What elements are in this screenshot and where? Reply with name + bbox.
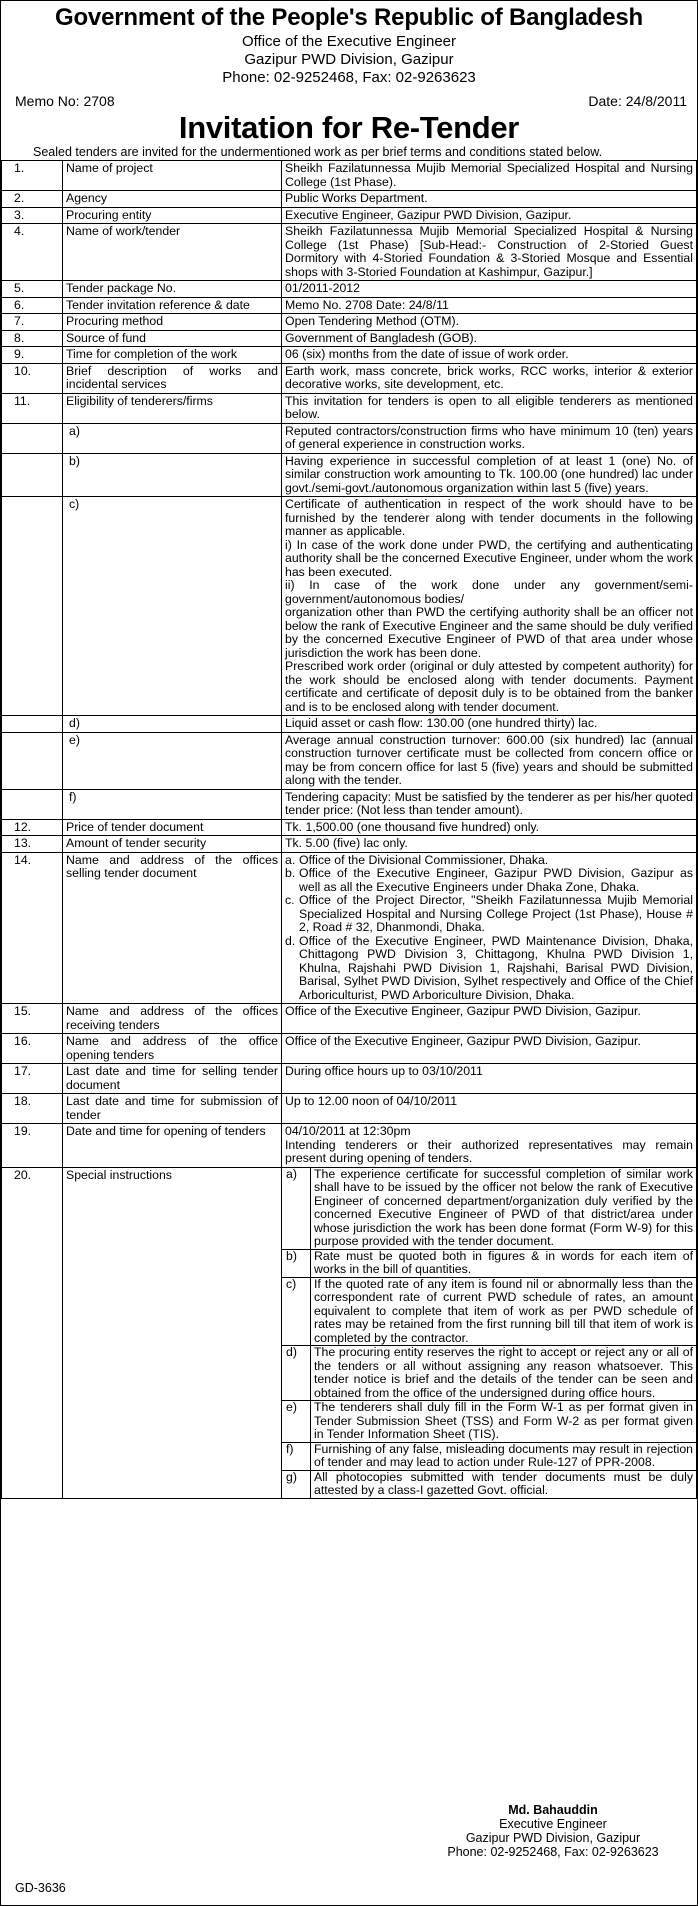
row-label: Date and time for opening of tenders <box>63 1124 282 1168</box>
row-label: Source of fund <box>63 330 282 347</box>
table-row <box>2 330 697 347</box>
memo-number: Memo No: 2708 <box>15 93 115 109</box>
item-text: Office of the Executive Engineer, PWD Maintenance Division, Dhaka, Chittagong PWD Division 3, Chittagong, Khulna PWD Division 1, Khulna, Rajshahi PWD Division 1, Rajshahi, Barisal PWD Division, Barisal, Sylhet PWD Division, Sylhet respectively and Office of the Chief Arboriculturist, PWD Arboriculture Division, Dhaka. <box>299 933 693 1002</box>
item-letter: c. <box>285 893 295 907</box>
row-number: 9. <box>2 347 63 364</box>
item-text: The procuring entity reserves the right to accept or reject any or all of the tenders or all without assigning any reason whatsoever. This tender notice is brief and the details of the tender can be seen and obtained from the office of the undersigned during office hours. <box>314 1345 693 1400</box>
list-item <box>285 867 693 894</box>
table-row <box>2 207 697 224</box>
item-letter: d. <box>285 933 296 948</box>
row-label: e) <box>63 732 282 789</box>
instruction-item <box>282 1346 696 1401</box>
table-row <box>2 497 697 716</box>
header <box>1 1 697 87</box>
row-value <box>282 1124 697 1168</box>
row-value: Having experience in successful completion of at least 1 (one) No. of similar construction work amounting to Tk. 100.00 (one hundred) lac under govt./semi-govt./autonomous organization within last 5 (five) years. <box>282 453 697 497</box>
item-text: The experience certificate for successful completion of similar work shall have to be issued by the officer not below the rank of Executive Engineer of concerned department/organization duly verified by the concerned Executive Engineer of PWD of that district/area under whose jurisdiction the work has been done format (Form W-9) for this purpose provided with the tender document. <box>314 1166 693 1248</box>
row-number: 19. <box>2 1124 63 1168</box>
table-row <box>2 297 697 314</box>
row-number: 6. <box>2 297 63 314</box>
item-text: The tenderers shall duly fill in the Form W-1 as per format given in Tender Submission Sheet (TSS) and Form W-2 as per format given in Tender Information Sheet (TIS). <box>314 1400 693 1441</box>
row-value <box>282 497 697 716</box>
paragraph: Prescribed work order (original or duly attested by competent authority) for the work should be enclosed along with tender documents. Payment certificate and certificate of deposit duly is to be obtained from the banker and is to be enclosed along with tender document. <box>285 659 693 714</box>
row-number: 15. <box>2 1004 63 1034</box>
row-number: 5. <box>2 281 63 298</box>
table-row <box>2 281 697 298</box>
row-label: Procuring entity <box>63 207 282 224</box>
table-row <box>2 836 697 853</box>
item-text: Office of the Divisional Commissioner, Dhaka. <box>299 852 549 867</box>
row-number <box>2 423 63 453</box>
row-label: d) <box>63 716 282 733</box>
instruction-item <box>282 1278 696 1347</box>
row-label: Procuring method <box>63 314 282 331</box>
row-number: 7. <box>2 314 63 331</box>
list-item <box>285 894 693 935</box>
row-value: Sheikh Fazilatunnessa Mujib Memorial Specialized Hospital and Nursing College (1st Phase). <box>282 161 697 191</box>
row-number: 11. <box>2 393 63 423</box>
signatory-designation: Executive Engineer <box>499 1817 607 1831</box>
row-number: 18. <box>2 1094 63 1124</box>
list-item <box>285 854 693 868</box>
row-label: Amount of tender security <box>63 836 282 853</box>
item-letter: b) <box>282 1250 311 1277</box>
row-number: 2. <box>2 191 63 208</box>
row-label: Name of project <box>63 161 282 191</box>
row-number: 12. <box>2 819 63 836</box>
row-value: Reputed contractors/construction firms who have minimum 10 (ten) years of general experience in construction works. <box>282 423 697 453</box>
row-label: Tender package No. <box>63 281 282 298</box>
row-number: 4. <box>2 224 63 281</box>
table-row <box>2 1034 697 1064</box>
row-number: 14. <box>2 852 63 1004</box>
table-row <box>2 347 697 364</box>
row-number <box>2 732 63 789</box>
table-row <box>2 224 697 281</box>
row-value: Open Tendering Method (OTM). <box>282 314 697 331</box>
row-label: Name and address of the offices selling tender document <box>63 852 282 1004</box>
row-number <box>2 453 63 497</box>
table-row <box>2 789 697 819</box>
row-value: Liquid asset or cash flow: 130.00 (one hundred thirty) lac. <box>282 716 697 733</box>
item-letter: f) <box>282 1443 311 1470</box>
row-value: Average annual construction turnover: 600.00 (six hundred) lac (annual construction turnover certificate must be collected from concern office or may be from concern office for last 5 (five) years and should be submitted along with the tender. <box>282 732 697 789</box>
row-value: Executive Engineer, Gazipur PWD Division, Gazipur. <box>282 207 697 224</box>
row-label: b) <box>63 453 282 497</box>
instruction-item <box>282 1168 696 1250</box>
row-number: 17. <box>2 1064 63 1094</box>
table-row <box>2 1167 697 1498</box>
row-value <box>282 1167 697 1498</box>
memo-date: Date: 24/8/2011 <box>588 93 687 109</box>
row-label: Eligibility of tenderers/firms <box>63 393 282 423</box>
row-number: 10. <box>2 363 63 393</box>
table-row <box>2 393 697 423</box>
row-number: 3. <box>2 207 63 224</box>
phone-line: Phone: 02-9252468, Fax: 02-9263623 <box>222 69 476 86</box>
table-row <box>2 423 697 453</box>
intro-text: Sealed tenders are invited for the undermentioned work as per brief terms and conditions stated below. <box>33 145 603 159</box>
instruction-item <box>282 1250 696 1278</box>
row-value <box>282 852 697 1004</box>
paragraph: ii) In case of the work done under any government/semi-government/autonomous bodies/ <box>285 578 693 606</box>
table-row <box>2 453 697 497</box>
row-value: This invitation for tenders is open to all eligible tenderers as mentioned below. <box>282 393 697 423</box>
paragraph: i) In case of the work done under PWD, the certifying and authenticating authority shall be the concerned Executive Engineer, under whom the work has been executed. <box>285 537 693 579</box>
row-number: 8. <box>2 330 63 347</box>
table-row <box>2 1094 697 1124</box>
row-label: Tender invitation reference & date <box>63 297 282 314</box>
instruction-item <box>282 1401 696 1443</box>
paragraph: Certificate of authentication in respect of the work should have to be furnished by the tenderer along with tender documents in the following manner as applicable. <box>285 497 693 538</box>
table-row <box>2 363 697 393</box>
table-row <box>2 161 697 191</box>
row-label: Last date and time for submission of tender <box>63 1094 282 1124</box>
row-value: Office of the Executive Engineer, Gazipur PWD Division, Gazipur. <box>282 1034 697 1064</box>
item-text: Office of the Project Director, "Sheikh Fazilatunnessa Mujib Memorial Specialized Hospital and Nursing College Project (1st Phase), House # 2, Road # 32, Dhanmondi, Dhaka. <box>299 893 693 934</box>
signatory-division: Gazipur PWD Division, Gazipur <box>465 1831 641 1845</box>
item-text: Office of the Executive Engineer, Gazipur PWD Division, Gazipur as well as all the Executive Engineers under Dhaka Zone, Dhaka. <box>299 866 693 894</box>
item-letter: b. <box>285 866 296 880</box>
division-line: Gazipur PWD Division, Gazipur <box>244 51 454 68</box>
signatory-name: Md. Bahauddin <box>508 1803 598 1817</box>
table-row <box>2 716 697 733</box>
row-value: Up to 12.00 noon of 04/10/2011 <box>282 1094 697 1124</box>
gd-code: GD-3636 <box>15 1881 66 1895</box>
row-value: Earth work, mass concrete, brick works, RCC works, interior & exterior decorative works, site development, etc. <box>282 363 697 393</box>
signatory-phone: Phone: 02-9252468, Fax: 02-9263623 <box>447 1845 659 1859</box>
row-label: c) <box>63 497 282 716</box>
office-line: Office of the Executive Engineer <box>241 33 456 50</box>
row-value: Government of Bangladesh (GOB). <box>282 330 697 347</box>
item-letter: d) <box>282 1346 311 1400</box>
item-letter: a) <box>282 1168 311 1249</box>
table-row <box>2 314 697 331</box>
row-value: Tendering capacity: Must be satisfied by the tenderer as per his/her quoted tender price: (Not less than tender amount). <box>282 789 697 819</box>
table-row <box>2 852 697 1004</box>
table-row <box>2 732 697 789</box>
instruction-item <box>282 1471 696 1498</box>
tender-table <box>1 160 697 1499</box>
table-row <box>2 1064 697 1094</box>
row-value: Sheikh Fazilatunnessa Mujib Memorial Specialized Hospital & Nursing College (1st Phase) [Sub-Head:- Construction of 2-Storied Guest Dormitory with 4-Storied Foundation & 3-Storied Mosque and Essential shops with 3-Storied Foundation at Kashimpur, Gazipur.] <box>282 224 697 281</box>
row-label: Special instructions <box>63 1167 282 1498</box>
signature-block <box>423 1803 683 1859</box>
table-row <box>2 191 697 208</box>
table-row <box>2 1004 697 1034</box>
row-label: Agency <box>63 191 282 208</box>
government-heading: Government of the People's Republic of Bangladesh <box>55 4 643 31</box>
item-text: All photocopies submitted with tender documents must be duly attested by a class-I gazetted Govt. official. <box>314 1469 693 1497</box>
table-row <box>2 819 697 836</box>
row-number: 20. <box>2 1167 63 1498</box>
row-label: Name of work/tender <box>63 224 282 281</box>
row-value: Tk. 5.00 (five) lac only. <box>282 836 697 853</box>
row-value: Public Works Department. <box>282 191 697 208</box>
row-label: Time for completion of the work <box>63 347 282 364</box>
row-number <box>2 497 63 716</box>
row-value: 06 (six) months from the date of issue of work order. <box>282 347 697 364</box>
opening-datetime: 04/10/2011 at 12:30pm <box>285 1124 411 1138</box>
row-label: f) <box>63 789 282 819</box>
item-letter: e) <box>282 1401 311 1442</box>
list-item <box>285 935 693 1003</box>
row-value: Office of the Executive Engineer, Gazipur PWD Division, Gazipur. <box>282 1004 697 1034</box>
row-value: Tk. 1,500.00 (one thousand five hundred) only. <box>282 819 697 836</box>
item-text: Furnishing of any false, misleading documents may result in rejection of tender and may lead to action under Rule-127 of PPR-2008. <box>314 1441 693 1469</box>
row-label: Brief description of works and incidental services <box>63 363 282 393</box>
opening-note: Intending tenderers or their authorized representatives may remain present during opening of tenders. <box>285 1137 693 1165</box>
row-number: 13. <box>2 836 63 853</box>
item-text: Rate must be quoted both in figures & in words for each item of works in the bill of quantities. <box>314 1248 693 1276</box>
row-label: Name and address of the office opening tenders <box>63 1034 282 1064</box>
memo-row <box>1 87 697 109</box>
item-text: If the quoted rate of any item is found nil or abnormally less than the correspondent rate of current PWD schedule of rates, an amount equivalent to complete that item of work as per PWD schedule of rates may be retained from the first running bill till that item of work is completed by the contractor. <box>314 1276 693 1345</box>
item-letter: c) <box>282 1278 311 1346</box>
table-row <box>2 1124 697 1168</box>
row-number <box>2 716 63 733</box>
page-title: Invitation for Re-Tender <box>178 110 520 145</box>
row-number <box>2 789 63 819</box>
item-letter: g) <box>282 1471 311 1498</box>
office-list <box>285 854 693 1003</box>
row-value: 01/2011-2012 <box>282 281 697 298</box>
instruction-item <box>282 1443 696 1471</box>
row-value: Memo No. 2708 Date: 24/8/11 <box>282 297 697 314</box>
row-label: Name and address of the offices receiving tenders <box>63 1004 282 1034</box>
row-label: a) <box>63 423 282 453</box>
paragraph: organization other than PWD the certifying authority shall be an officer not below the rank of Executive Engineer and the same should be duly verified by the concerned Executive Engineer of PWD of that area under whose jurisdiction the work has been done. <box>285 605 693 660</box>
row-number: 1. <box>2 161 63 191</box>
item-letter: a. <box>285 852 296 867</box>
row-label: Price of tender document <box>63 819 282 836</box>
row-label: Last date and time for selling tender document <box>63 1064 282 1094</box>
row-number: 16. <box>2 1034 63 1064</box>
row-value: During office hours up to 03/10/2011 <box>282 1064 697 1094</box>
